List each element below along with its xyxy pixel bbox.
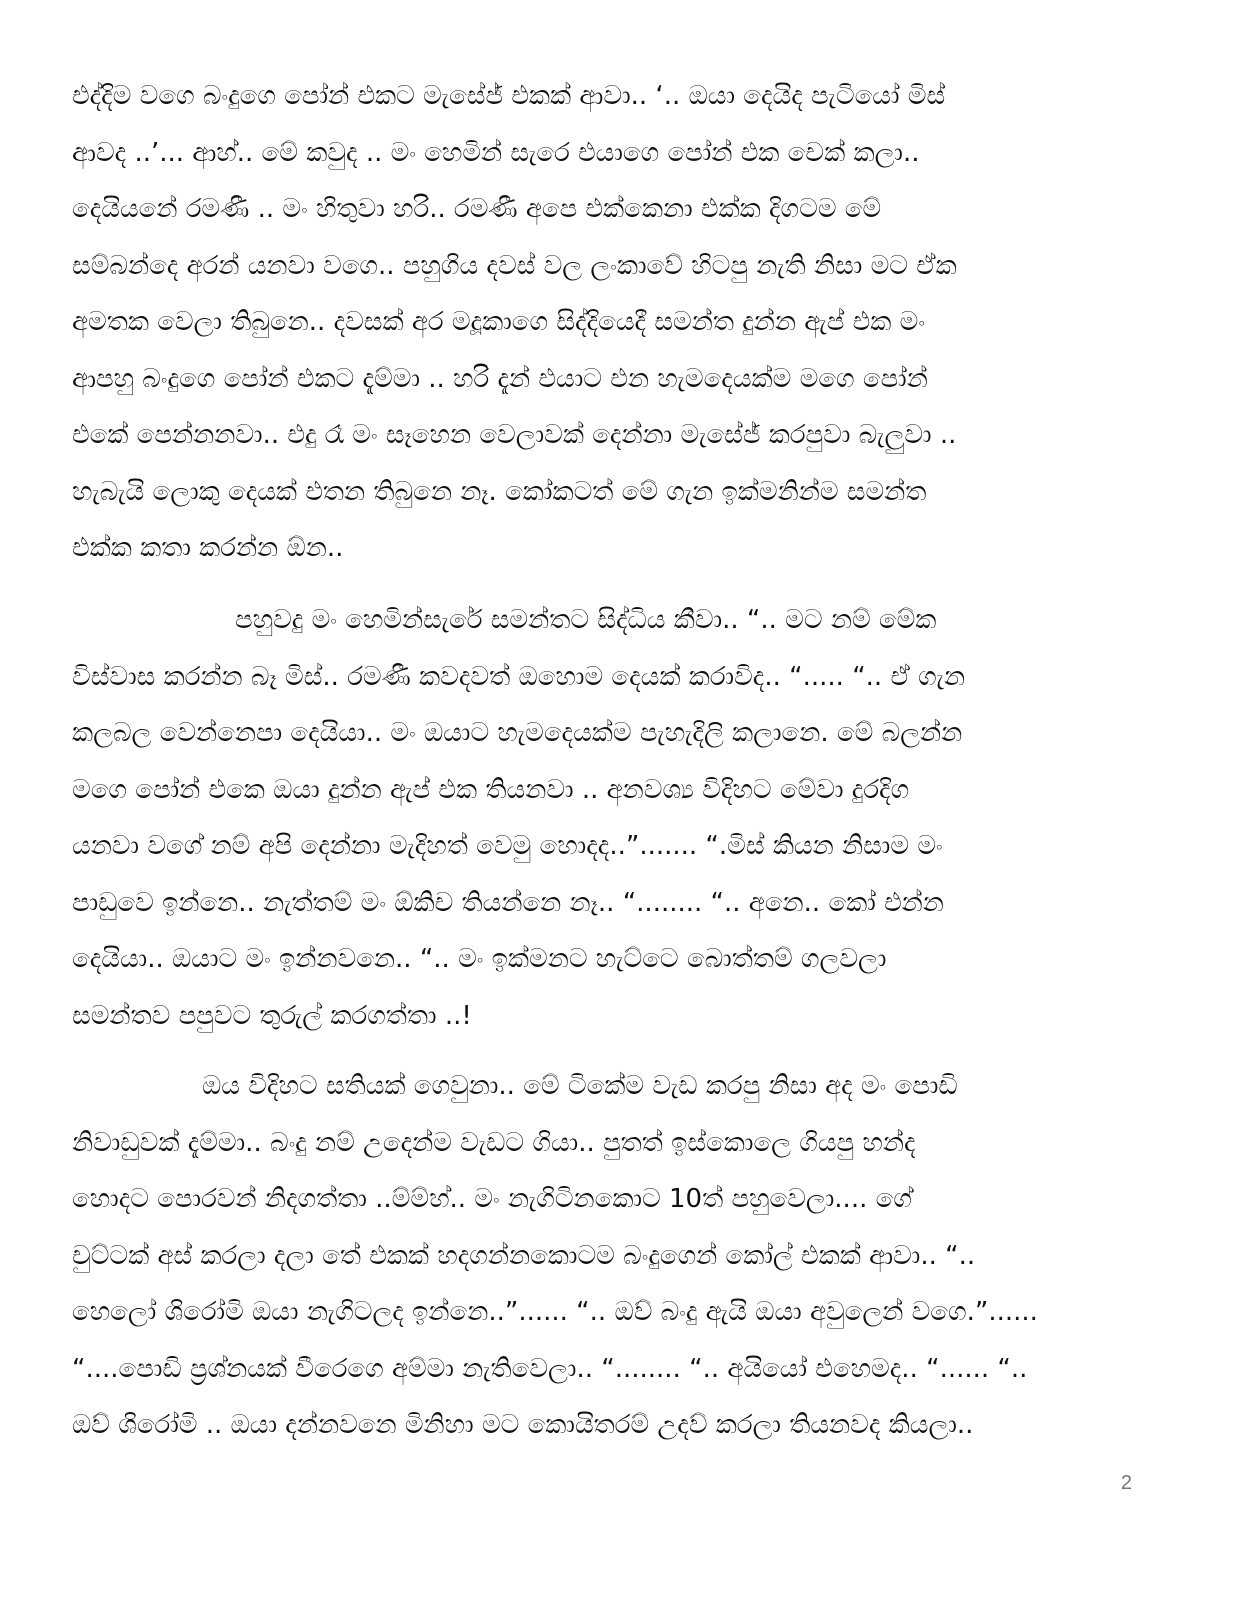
text-line: එකේ පෙන්නනවා.. එදු රෑ මං සෑහෙන වෙලාවක් දෙන්නා මැසේජ් කරපුවා බැලුවා .. <box>72 420 957 450</box>
text-line: අමතක වෙලා තිබුනෙ.. දවසක් අර මදූකාගෙ සිද්දියෙදී සමන්ත දුන්න ඇප් එක මං <box>72 307 925 337</box>
text-line: සම්බන්දෙ අරන් යනවා වගෙ.. පහුගිය දවස් වල ලංකාවේ හිටපු නැති නිසා මට ඒක <box>72 250 957 281</box>
text-line: “....පොඩි ප්‍රශ්නයක් වීරෙගෙ අම්මා නැතිවෙලා.. “........ “.. අයියෝ එහෙමද.. “...... “.. <box>72 1353 1028 1384</box>
text-line: විස්වාස කරන්න බෑ මිස්.. රමණී කවදවත් ඔහොම දෙයක් කරාවිද.. “..... “.. ඒ ගැන <box>72 661 966 692</box>
text-line-indented: ඔය විදිහට සතියක් ගෙවුනා.. මේ ටිකේම වැඩ කරපු නිසා අද මං පොඩි <box>202 1071 958 1101</box>
text-line: මගෙ පෝන් එකෙ ඔයා දුන්න ඇප් එක තියනවා .. අනවශ්‍ය විදිහට මේවා දුරදිග <box>72 774 910 805</box>
text-line: ඔව් ශිරෝමි .. ඔයා දන්නවනෙ මිනිහා මට කොයිතරම් උදව් කරලා තියනවද කියලා.. <box>72 1410 974 1440</box>
text-line: කලබල වෙන්නෙපා දෙයියා.. මං ඔයාට හැමදෙයක්ම පැහැදිලි කලානෙ. මේ බලන්න <box>72 718 963 748</box>
text-line: හෙලෝ ශිරෝමි ඔයා නැගිටලද ඉන්නෙ..”...... “.. ඔව් බංදු ඇයි ඔයා අවුලෙන් වගෙ.”...... <box>72 1297 1038 1327</box>
page-number: 2 <box>1120 1472 1132 1494</box>
text-line: හොදට පොරවන් නිදගත්තා ..ම්ම්හ්.. මං නැගිටිනකොට 10ත් පහුවෙලා.... ගේ <box>72 1184 912 1214</box>
text-line: එක්ක කතා කරන්න ඕන.. <box>72 533 344 563</box>
text-line: චුට්ටක් අස් කරලා දලා තේ එකක් හදගන්නකොටම බංදුගෙන් කෝල් එකක් ආවා.. “.. <box>72 1240 976 1271</box>
text-line: දෙයියනේ රමණී .. මං හිතුවා හරි.. රමණී අපෙ එක්කෙනා එක්ක දිගටම මේ <box>72 194 882 224</box>
paragraph-1 <box>72 68 1152 577</box>
text-line: ආවද ..’... ආහ්.. මේ කවුද .. මං හෙමින් සැරෙ එයාගෙ පෝන් එක චෙක් කලා.. <box>72 137 920 168</box>
text-line: යනවා වගේ නම් අපි දෙන්නා මැදිහත් වෙමු හොදද..”....... “.මිස් කියන නිසාම මං <box>72 831 943 861</box>
text-line: නිවාඩුවක් දැම්මා.. බංදු නම් උදෙන්ම වැඩට ගියා.. පුතත් ඉස්කොලෙ ගියපු හන්ද <box>72 1127 916 1158</box>
text-line: දෙයියා.. ඔයාට මං ඉන්නවනෙ.. “.. මං ඉක්මනට හැට්ටෙ බොත්තම් ගලවලා <box>72 944 887 974</box>
paragraph-3 <box>72 1058 1152 1454</box>
text-line: හැබැයි ලොකු දෙයක් එතන තිබුනෙ නෑ. කෝකටත් මේ ගැන ඉක්මනින්ම සමන්ත <box>72 476 927 507</box>
paragraph-2 <box>72 592 1152 1044</box>
text-line: ආපහු බංදුගෙ පෝන් එකට දැම්මා .. හරි දැන් එයාට එන හැමදෙයක්ම මගෙ පෝන් <box>72 363 928 394</box>
text-line: පාඩුවෙ ඉන්නෙ.. නැත්තම් මං ඕකිච තියන්නෙ නෑ.. “........ “.. අනෙ.. කෝ එන්න <box>72 887 944 918</box>
text-line-indented: පහුවදු මං හෙමින්සැරේ සමන්තට සිද්ධිය කීවා.. “.. මට නම් මේක <box>235 605 937 635</box>
text-line: එද්දිම වගෙ බංදුගෙ පෝන් එකට මැසේජ් එකක් ආවා.. ‘.. ඔයා දෙයිද පැටියෝ මිස් <box>72 81 946 111</box>
text-line: සමන්තව පපුවට තුරුල් කරගත්තා ..! <box>72 1000 472 1031</box>
